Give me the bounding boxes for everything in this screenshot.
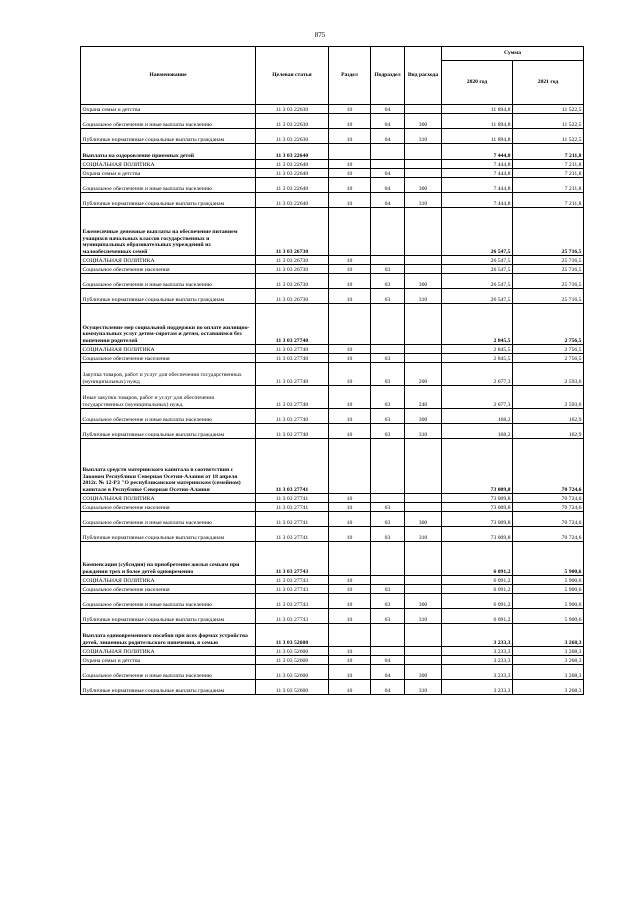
header-code: Целевая статья bbox=[256, 47, 329, 105]
section-cell: 10 bbox=[329, 265, 371, 274]
name-cell: Социальное обеспечение и иные выплаты населению bbox=[81, 178, 256, 193]
subsection-cell: 03 bbox=[371, 386, 405, 409]
name-cell: Социальное обеспечение и иные выплаты населению bbox=[81, 512, 256, 527]
budget-table bbox=[80, 46, 584, 695]
amount-2020-cell: 2 677,3 bbox=[442, 363, 513, 386]
amount-2021-cell: 3 268,3 bbox=[513, 680, 584, 695]
subsection-cell bbox=[371, 576, 405, 585]
subsection-cell bbox=[371, 345, 405, 354]
expense-type-cell: 200 bbox=[405, 363, 442, 386]
target-code-cell: 11 3 03 27743 bbox=[256, 576, 329, 585]
table-row bbox=[81, 354, 584, 363]
name-cell: СОЦИАЛЬНАЯ ПОЛИТИКА bbox=[81, 576, 256, 585]
subsection-cell: 03 bbox=[371, 503, 405, 512]
amount-2021-cell: 5 900,6 bbox=[513, 585, 584, 594]
header-year-2021: 2021 год bbox=[513, 61, 584, 105]
amount-2021-cell: 25 716,5 bbox=[513, 265, 584, 274]
amount-2020-cell: 26 547,5 bbox=[442, 289, 513, 304]
target-code-cell: 11 3 03 22640 bbox=[256, 160, 329, 169]
subsection-cell: 03 bbox=[371, 527, 405, 542]
table-row bbox=[81, 680, 584, 695]
expense-type-cell: 300 bbox=[405, 178, 442, 193]
amount-2020-cell: 7 444,8 bbox=[442, 144, 513, 160]
expense-type-cell: 310 bbox=[405, 193, 442, 208]
name-cell: Публичные нормативные социальные выплаты гражданам bbox=[81, 527, 256, 542]
name-cell: Закупка товаров, работ и услуг для обеспечения государственных (муниципальных) нужд bbox=[81, 363, 256, 386]
subsection-cell: 04 bbox=[371, 193, 405, 208]
amount-2020-cell: 6 091,2 bbox=[442, 542, 513, 576]
table-row bbox=[81, 656, 584, 665]
section-cell: 10 bbox=[329, 647, 371, 656]
amount-2020-cell: 6 091,2 bbox=[442, 585, 513, 594]
section-cell: 10 bbox=[329, 594, 371, 609]
section-cell bbox=[329, 304, 371, 345]
amount-2021-cell: 11 522,5 bbox=[513, 105, 584, 114]
name-cell: Выплаты на оздоровление приемных детей bbox=[81, 144, 256, 160]
target-code-cell: 11 3 03 52600 bbox=[256, 624, 329, 647]
table-row bbox=[81, 193, 584, 208]
amount-2021-cell: 11 522,5 bbox=[513, 114, 584, 129]
subsection-cell bbox=[371, 256, 405, 265]
table-row bbox=[81, 208, 584, 256]
section-cell: 10 bbox=[329, 274, 371, 289]
name-cell: Социальное обеспечение и иные выплаты населению bbox=[81, 274, 256, 289]
table-row bbox=[81, 178, 584, 193]
expense-type-cell bbox=[405, 647, 442, 656]
subsection-cell bbox=[371, 208, 405, 256]
subsection-cell: 04 bbox=[371, 665, 405, 680]
target-code-cell: 11 3 03 27741 bbox=[256, 494, 329, 503]
section-cell: 10 bbox=[329, 114, 371, 129]
expense-type-cell bbox=[405, 656, 442, 665]
amount-2021-cell: 11 522,5 bbox=[513, 129, 584, 144]
expense-type-cell bbox=[405, 208, 442, 256]
amount-2021-cell: 162,9 bbox=[513, 409, 584, 424]
subsection-cell: 03 bbox=[371, 585, 405, 594]
target-code-cell: 11 3 03 52600 bbox=[256, 680, 329, 695]
subsection-cell bbox=[371, 304, 405, 345]
table-row bbox=[81, 576, 584, 585]
subsection-cell bbox=[371, 494, 405, 503]
target-code-cell: 11 3 03 27740 bbox=[256, 409, 329, 424]
name-cell: Ежемесячные денежные выплаты на обеспечение питанием учащихся начальных классов государственных и муниципальных образовательных учреждений из малообеспеченных семей bbox=[81, 208, 256, 256]
target-code-cell: 11 3 03 22630 bbox=[256, 114, 329, 129]
amount-2020-cell: 73 009,8 bbox=[442, 512, 513, 527]
section-cell: 10 bbox=[329, 105, 371, 114]
table-row bbox=[81, 665, 584, 680]
expense-type-cell bbox=[405, 354, 442, 363]
subsection-cell: 04 bbox=[371, 105, 405, 114]
section-cell: 10 bbox=[329, 178, 371, 193]
section-cell: 10 bbox=[329, 193, 371, 208]
amount-2020-cell: 73 009,8 bbox=[442, 527, 513, 542]
section-cell: 10 bbox=[329, 409, 371, 424]
name-cell: Охрана семьи и детства bbox=[81, 105, 256, 114]
section-cell: 10 bbox=[329, 576, 371, 585]
section-cell: 10 bbox=[329, 609, 371, 624]
name-cell: Социальное обеспечение населения bbox=[81, 265, 256, 274]
expense-type-cell: 310 bbox=[405, 289, 442, 304]
table-row bbox=[81, 169, 584, 178]
target-code-cell: 11 3 03 27741 bbox=[256, 512, 329, 527]
expense-type-cell bbox=[405, 345, 442, 354]
table-row bbox=[81, 439, 584, 494]
amount-2021-cell: 3 268,3 bbox=[513, 647, 584, 656]
section-cell: 10 bbox=[329, 494, 371, 503]
amount-2021-cell: 25 716,5 bbox=[513, 289, 584, 304]
section-cell: 10 bbox=[329, 256, 371, 265]
subsection-cell: 04 bbox=[371, 178, 405, 193]
target-code-cell: 11 3 03 26730 bbox=[256, 289, 329, 304]
expense-type-cell: 300 bbox=[405, 665, 442, 680]
subsection-cell bbox=[371, 624, 405, 647]
subsection-cell: 03 bbox=[371, 512, 405, 527]
target-code-cell: 11 3 03 22630 bbox=[256, 129, 329, 144]
name-cell: Социальное обеспечение и иные выплаты населению bbox=[81, 665, 256, 680]
amount-2020-cell: 11 894,8 bbox=[442, 105, 513, 114]
section-cell: 10 bbox=[329, 527, 371, 542]
expense-type-cell bbox=[405, 542, 442, 576]
name-cell: Социальное обеспечение и иные выплаты населению bbox=[81, 409, 256, 424]
target-code-cell: 11 3 03 52600 bbox=[256, 665, 329, 680]
name-cell: Публичные нормативные социальные выплаты гражданам bbox=[81, 424, 256, 439]
section-cell: 10 bbox=[329, 289, 371, 304]
amount-2020-cell: 73 009,8 bbox=[442, 503, 513, 512]
amount-2021-cell: 5 900,6 bbox=[513, 542, 584, 576]
target-code-cell: 11 3 03 22640 bbox=[256, 144, 329, 160]
amount-2021-cell: 2 756,5 bbox=[513, 345, 584, 354]
target-code-cell: 11 3 03 27743 bbox=[256, 542, 329, 576]
table-row bbox=[81, 542, 584, 576]
name-cell: Публичные нормативные социальные выплаты гражданам bbox=[81, 680, 256, 695]
amount-2020-cell: 168,2 bbox=[442, 424, 513, 439]
target-code-cell: 11 3 03 27741 bbox=[256, 527, 329, 542]
subsection-cell: 04 bbox=[371, 169, 405, 178]
expense-type-cell bbox=[405, 585, 442, 594]
target-code-cell: 11 3 03 26730 bbox=[256, 208, 329, 256]
amount-2021-cell: 2 756,5 bbox=[513, 354, 584, 363]
amount-2020-cell: 3 233,3 bbox=[442, 656, 513, 665]
section-cell: 10 bbox=[329, 354, 371, 363]
subsection-cell bbox=[371, 144, 405, 160]
amount-2021-cell: 7 211,8 bbox=[513, 178, 584, 193]
table-header bbox=[81, 47, 584, 105]
subsection-cell bbox=[371, 439, 405, 494]
name-cell: СОЦИАЛЬНАЯ ПОЛИТИКА bbox=[81, 160, 256, 169]
target-code-cell: 11 3 03 22640 bbox=[256, 193, 329, 208]
expense-type-cell: 300 bbox=[405, 114, 442, 129]
amount-2021-cell: 7 211,8 bbox=[513, 144, 584, 160]
amount-2021-cell: 70 724,6 bbox=[513, 439, 584, 494]
amount-2020-cell: 7 444,8 bbox=[442, 169, 513, 178]
subsection-cell bbox=[371, 160, 405, 169]
section-cell bbox=[329, 439, 371, 494]
expense-type-cell: 240 bbox=[405, 386, 442, 409]
expense-type-cell: 310 bbox=[405, 424, 442, 439]
amount-2021-cell: 5 900,6 bbox=[513, 594, 584, 609]
amount-2020-cell: 6 091,2 bbox=[442, 609, 513, 624]
subsection-cell: 03 bbox=[371, 274, 405, 289]
amount-2021-cell: 25 716,5 bbox=[513, 208, 584, 256]
table-row bbox=[81, 494, 584, 503]
name-cell: СОЦИАЛЬНАЯ ПОЛИТИКА bbox=[81, 647, 256, 656]
header-name: Наименование bbox=[81, 47, 256, 105]
amount-2020-cell: 7 444,8 bbox=[442, 193, 513, 208]
section-cell bbox=[329, 144, 371, 160]
name-cell: СОЦИАЛЬНАЯ ПОЛИТИКА bbox=[81, 494, 256, 503]
amount-2021-cell: 70 724,6 bbox=[513, 494, 584, 503]
amount-2021-cell: 3 268,3 bbox=[513, 656, 584, 665]
table-body bbox=[81, 105, 584, 695]
target-code-cell: 11 3 03 22640 bbox=[256, 178, 329, 193]
target-code-cell: 11 3 03 27740 bbox=[256, 354, 329, 363]
target-code-cell: 11 3 03 52600 bbox=[256, 647, 329, 656]
target-code-cell: 11 3 03 27741 bbox=[256, 503, 329, 512]
amount-2021-cell: 2 756,5 bbox=[513, 304, 584, 345]
name-cell: Социальное обеспечение населения bbox=[81, 354, 256, 363]
table-row bbox=[81, 256, 584, 265]
subsection-cell: 03 bbox=[371, 409, 405, 424]
table-row bbox=[81, 409, 584, 424]
target-code-cell: 11 3 03 27740 bbox=[256, 386, 329, 409]
section-cell: 10 bbox=[329, 680, 371, 695]
header-amount: Сумма bbox=[442, 47, 584, 61]
amount-2020-cell: 3 233,3 bbox=[442, 665, 513, 680]
amount-2020-cell: 3 233,3 bbox=[442, 647, 513, 656]
section-cell: 10 bbox=[329, 129, 371, 144]
subsection-cell: 04 bbox=[371, 114, 405, 129]
name-cell: Публичные нормативные социальные выплаты гражданам bbox=[81, 129, 256, 144]
amount-2020-cell: 26 547,5 bbox=[442, 208, 513, 256]
table-row bbox=[81, 647, 584, 656]
amount-2020-cell: 26 547,5 bbox=[442, 256, 513, 265]
expense-type-cell bbox=[405, 105, 442, 114]
expense-type-cell: 310 bbox=[405, 609, 442, 624]
table-row bbox=[81, 503, 584, 512]
header-year-2020: 2020 год bbox=[442, 61, 513, 105]
section-cell: 10 bbox=[329, 169, 371, 178]
amount-2021-cell: 70 724,6 bbox=[513, 503, 584, 512]
name-cell: Осуществление мер социальной поддержки по оплате жилищно-коммунальных услуг детям-сиротам и детям, оставшимся без попечения родителей bbox=[81, 304, 256, 345]
expense-type-cell: 300 bbox=[405, 409, 442, 424]
amount-2020-cell: 7 444,8 bbox=[442, 160, 513, 169]
amount-2020-cell: 6 091,2 bbox=[442, 594, 513, 609]
amount-2020-cell: 6 091,2 bbox=[442, 576, 513, 585]
section-cell: 10 bbox=[329, 665, 371, 680]
amount-2020-cell: 73 009,8 bbox=[442, 494, 513, 503]
table-row bbox=[81, 585, 584, 594]
subsection-cell: 03 bbox=[371, 363, 405, 386]
table-row bbox=[81, 527, 584, 542]
table-row bbox=[81, 265, 584, 274]
table-row bbox=[81, 363, 584, 386]
amount-2020-cell: 11 894,8 bbox=[442, 114, 513, 129]
amount-2021-cell: 7 211,8 bbox=[513, 160, 584, 169]
expense-type-cell: 300 bbox=[405, 594, 442, 609]
amount-2021-cell: 162,9 bbox=[513, 424, 584, 439]
subsection-cell: 03 bbox=[371, 265, 405, 274]
subsection-cell bbox=[371, 542, 405, 576]
amount-2020-cell: 11 894,8 bbox=[442, 129, 513, 144]
expense-type-cell: 310 bbox=[405, 527, 442, 542]
amount-2021-cell: 5 900,6 bbox=[513, 576, 584, 585]
table-row bbox=[81, 609, 584, 624]
section-cell: 10 bbox=[329, 512, 371, 527]
table-row bbox=[81, 274, 584, 289]
name-cell: Социальное обеспечение и иные выплаты населению bbox=[81, 594, 256, 609]
subsection-cell: 03 bbox=[371, 424, 405, 439]
table-row bbox=[81, 129, 584, 144]
amount-2020-cell: 26 547,5 bbox=[442, 274, 513, 289]
table-row bbox=[81, 304, 584, 345]
name-cell: СОЦИАЛЬНАЯ ПОЛИТИКА bbox=[81, 256, 256, 265]
table-row bbox=[81, 424, 584, 439]
amount-2021-cell: 5 900,6 bbox=[513, 609, 584, 624]
expense-type-cell bbox=[405, 494, 442, 503]
subsection-cell: 03 bbox=[371, 354, 405, 363]
expense-type-cell: 300 bbox=[405, 512, 442, 527]
name-cell: Социальное обеспечение и иные выплаты населению bbox=[81, 114, 256, 129]
table-row bbox=[81, 512, 584, 527]
section-cell bbox=[329, 624, 371, 647]
name-cell: Социальное обеспечение населения bbox=[81, 585, 256, 594]
target-code-cell: 11 3 03 26730 bbox=[256, 274, 329, 289]
amount-2020-cell: 2 845,5 bbox=[442, 354, 513, 363]
amount-2021-cell: 25 716,5 bbox=[513, 274, 584, 289]
name-cell: Публичные нормативные социальные выплаты гражданам bbox=[81, 193, 256, 208]
table-row bbox=[81, 289, 584, 304]
amount-2021-cell: 70 724,6 bbox=[513, 527, 584, 542]
section-cell: 10 bbox=[329, 424, 371, 439]
expense-type-cell: 310 bbox=[405, 129, 442, 144]
target-code-cell: 11 3 03 27743 bbox=[256, 585, 329, 594]
target-code-cell: 11 3 03 27743 bbox=[256, 594, 329, 609]
subsection-cell: 04 bbox=[371, 129, 405, 144]
expense-type-cell bbox=[405, 169, 442, 178]
name-cell: СОЦИАЛЬНАЯ ПОЛИТИКА bbox=[81, 345, 256, 354]
expense-type-cell bbox=[405, 576, 442, 585]
amount-2021-cell: 3 268,3 bbox=[513, 665, 584, 680]
amount-2020-cell: 26 547,5 bbox=[442, 265, 513, 274]
expense-type-cell: 300 bbox=[405, 274, 442, 289]
expense-type-cell bbox=[405, 144, 442, 160]
target-code-cell: 11 3 03 22640 bbox=[256, 169, 329, 178]
page-number: 875 bbox=[314, 31, 326, 39]
table-row bbox=[81, 594, 584, 609]
table-row bbox=[81, 624, 584, 647]
expense-type-cell bbox=[405, 439, 442, 494]
target-code-cell: 11 3 03 22630 bbox=[256, 105, 329, 114]
amount-2021-cell: 25 716,5 bbox=[513, 256, 584, 265]
amount-2020-cell: 2 677,3 bbox=[442, 386, 513, 409]
target-code-cell: 11 3 03 27740 bbox=[256, 304, 329, 345]
name-cell: Охрана семьи и детства bbox=[81, 656, 256, 665]
table-row bbox=[81, 160, 584, 169]
header-expense-type: Вид расхода bbox=[405, 47, 442, 105]
expense-type-cell bbox=[405, 265, 442, 274]
section-cell bbox=[329, 542, 371, 576]
subsection-cell: 03 bbox=[371, 289, 405, 304]
table-row bbox=[81, 114, 584, 129]
target-code-cell: 11 3 03 27740 bbox=[256, 424, 329, 439]
expense-type-cell bbox=[405, 160, 442, 169]
table-row bbox=[81, 386, 584, 409]
expense-type-cell: 310 bbox=[405, 680, 442, 695]
table-row bbox=[81, 105, 584, 114]
amount-2020-cell: 168,2 bbox=[442, 409, 513, 424]
amount-2020-cell: 7 444,8 bbox=[442, 178, 513, 193]
subsection-cell: 04 bbox=[371, 680, 405, 695]
target-code-cell: 11 3 03 27741 bbox=[256, 439, 329, 494]
section-cell: 10 bbox=[329, 345, 371, 354]
name-cell: Социальное обеспечение населения bbox=[81, 503, 256, 512]
section-cell bbox=[329, 208, 371, 256]
amount-2020-cell: 2 845,5 bbox=[442, 304, 513, 345]
target-code-cell: 11 3 03 52600 bbox=[256, 656, 329, 665]
target-code-cell: 11 3 03 26730 bbox=[256, 265, 329, 274]
subsection-cell: 03 bbox=[371, 609, 405, 624]
section-cell: 10 bbox=[329, 585, 371, 594]
subsection-cell bbox=[371, 647, 405, 656]
amount-2020-cell: 2 845,5 bbox=[442, 345, 513, 354]
name-cell: Охрана семьи и детства bbox=[81, 169, 256, 178]
subsection-cell: 04 bbox=[371, 656, 405, 665]
amount-2021-cell: 7 211,8 bbox=[513, 193, 584, 208]
table-row bbox=[81, 345, 584, 354]
name-cell: Выплата средств материнского капитала в соответствии с Законом Республики Северная Осетия-Алания от 18 апреля 2012г. № 12-РЗ "О республиканском материнском (семейном) капитале в Республике Северная Осетия-Алания bbox=[81, 439, 256, 494]
amount-2020-cell: 3 233,3 bbox=[442, 680, 513, 695]
target-code-cell: 11 3 03 27740 bbox=[256, 345, 329, 354]
amount-2021-cell: 7 211,8 bbox=[513, 169, 584, 178]
name-cell: Публичные нормативные социальные выплаты гражданам bbox=[81, 609, 256, 624]
target-code-cell: 11 3 03 27740 bbox=[256, 363, 329, 386]
amount-2021-cell: 70 724,6 bbox=[513, 512, 584, 527]
subsection-cell: 03 bbox=[371, 594, 405, 609]
expense-type-cell bbox=[405, 624, 442, 647]
table-row bbox=[81, 144, 584, 160]
name-cell: Выплата единовременного пособия при всех формах устройства детей, лишенных родительского попечения, в семью bbox=[81, 624, 256, 647]
name-cell: Публичные нормативные социальные выплаты гражданам bbox=[81, 289, 256, 304]
header-subsection: Подраздел bbox=[371, 47, 405, 105]
section-cell: 10 bbox=[329, 656, 371, 665]
name-cell: Иные закупки товаров, работ и услуг для обеспечения государственных (муниципальных) нужд bbox=[81, 386, 256, 409]
expense-type-cell bbox=[405, 304, 442, 345]
amount-2021-cell: 2 593,6 bbox=[513, 386, 584, 409]
amount-2021-cell: 2 593,6 bbox=[513, 363, 584, 386]
amount-2020-cell: 73 009,8 bbox=[442, 439, 513, 494]
expense-type-cell bbox=[405, 256, 442, 265]
section-cell: 10 bbox=[329, 160, 371, 169]
expense-type-cell bbox=[405, 503, 442, 512]
section-cell: 10 bbox=[329, 363, 371, 386]
header-section: Раздел bbox=[329, 47, 371, 105]
amount-2020-cell: 3 233,3 bbox=[442, 624, 513, 647]
section-cell: 10 bbox=[329, 503, 371, 512]
target-code-cell: 11 3 03 26730 bbox=[256, 256, 329, 265]
amount-2021-cell: 3 268,3 bbox=[513, 624, 584, 647]
name-cell: Компенсация (субсидия) на приобретение жилья семьям при рождении трех и более детей одновременно bbox=[81, 542, 256, 576]
section-cell: 10 bbox=[329, 386, 371, 409]
target-code-cell: 11 3 03 27743 bbox=[256, 609, 329, 624]
